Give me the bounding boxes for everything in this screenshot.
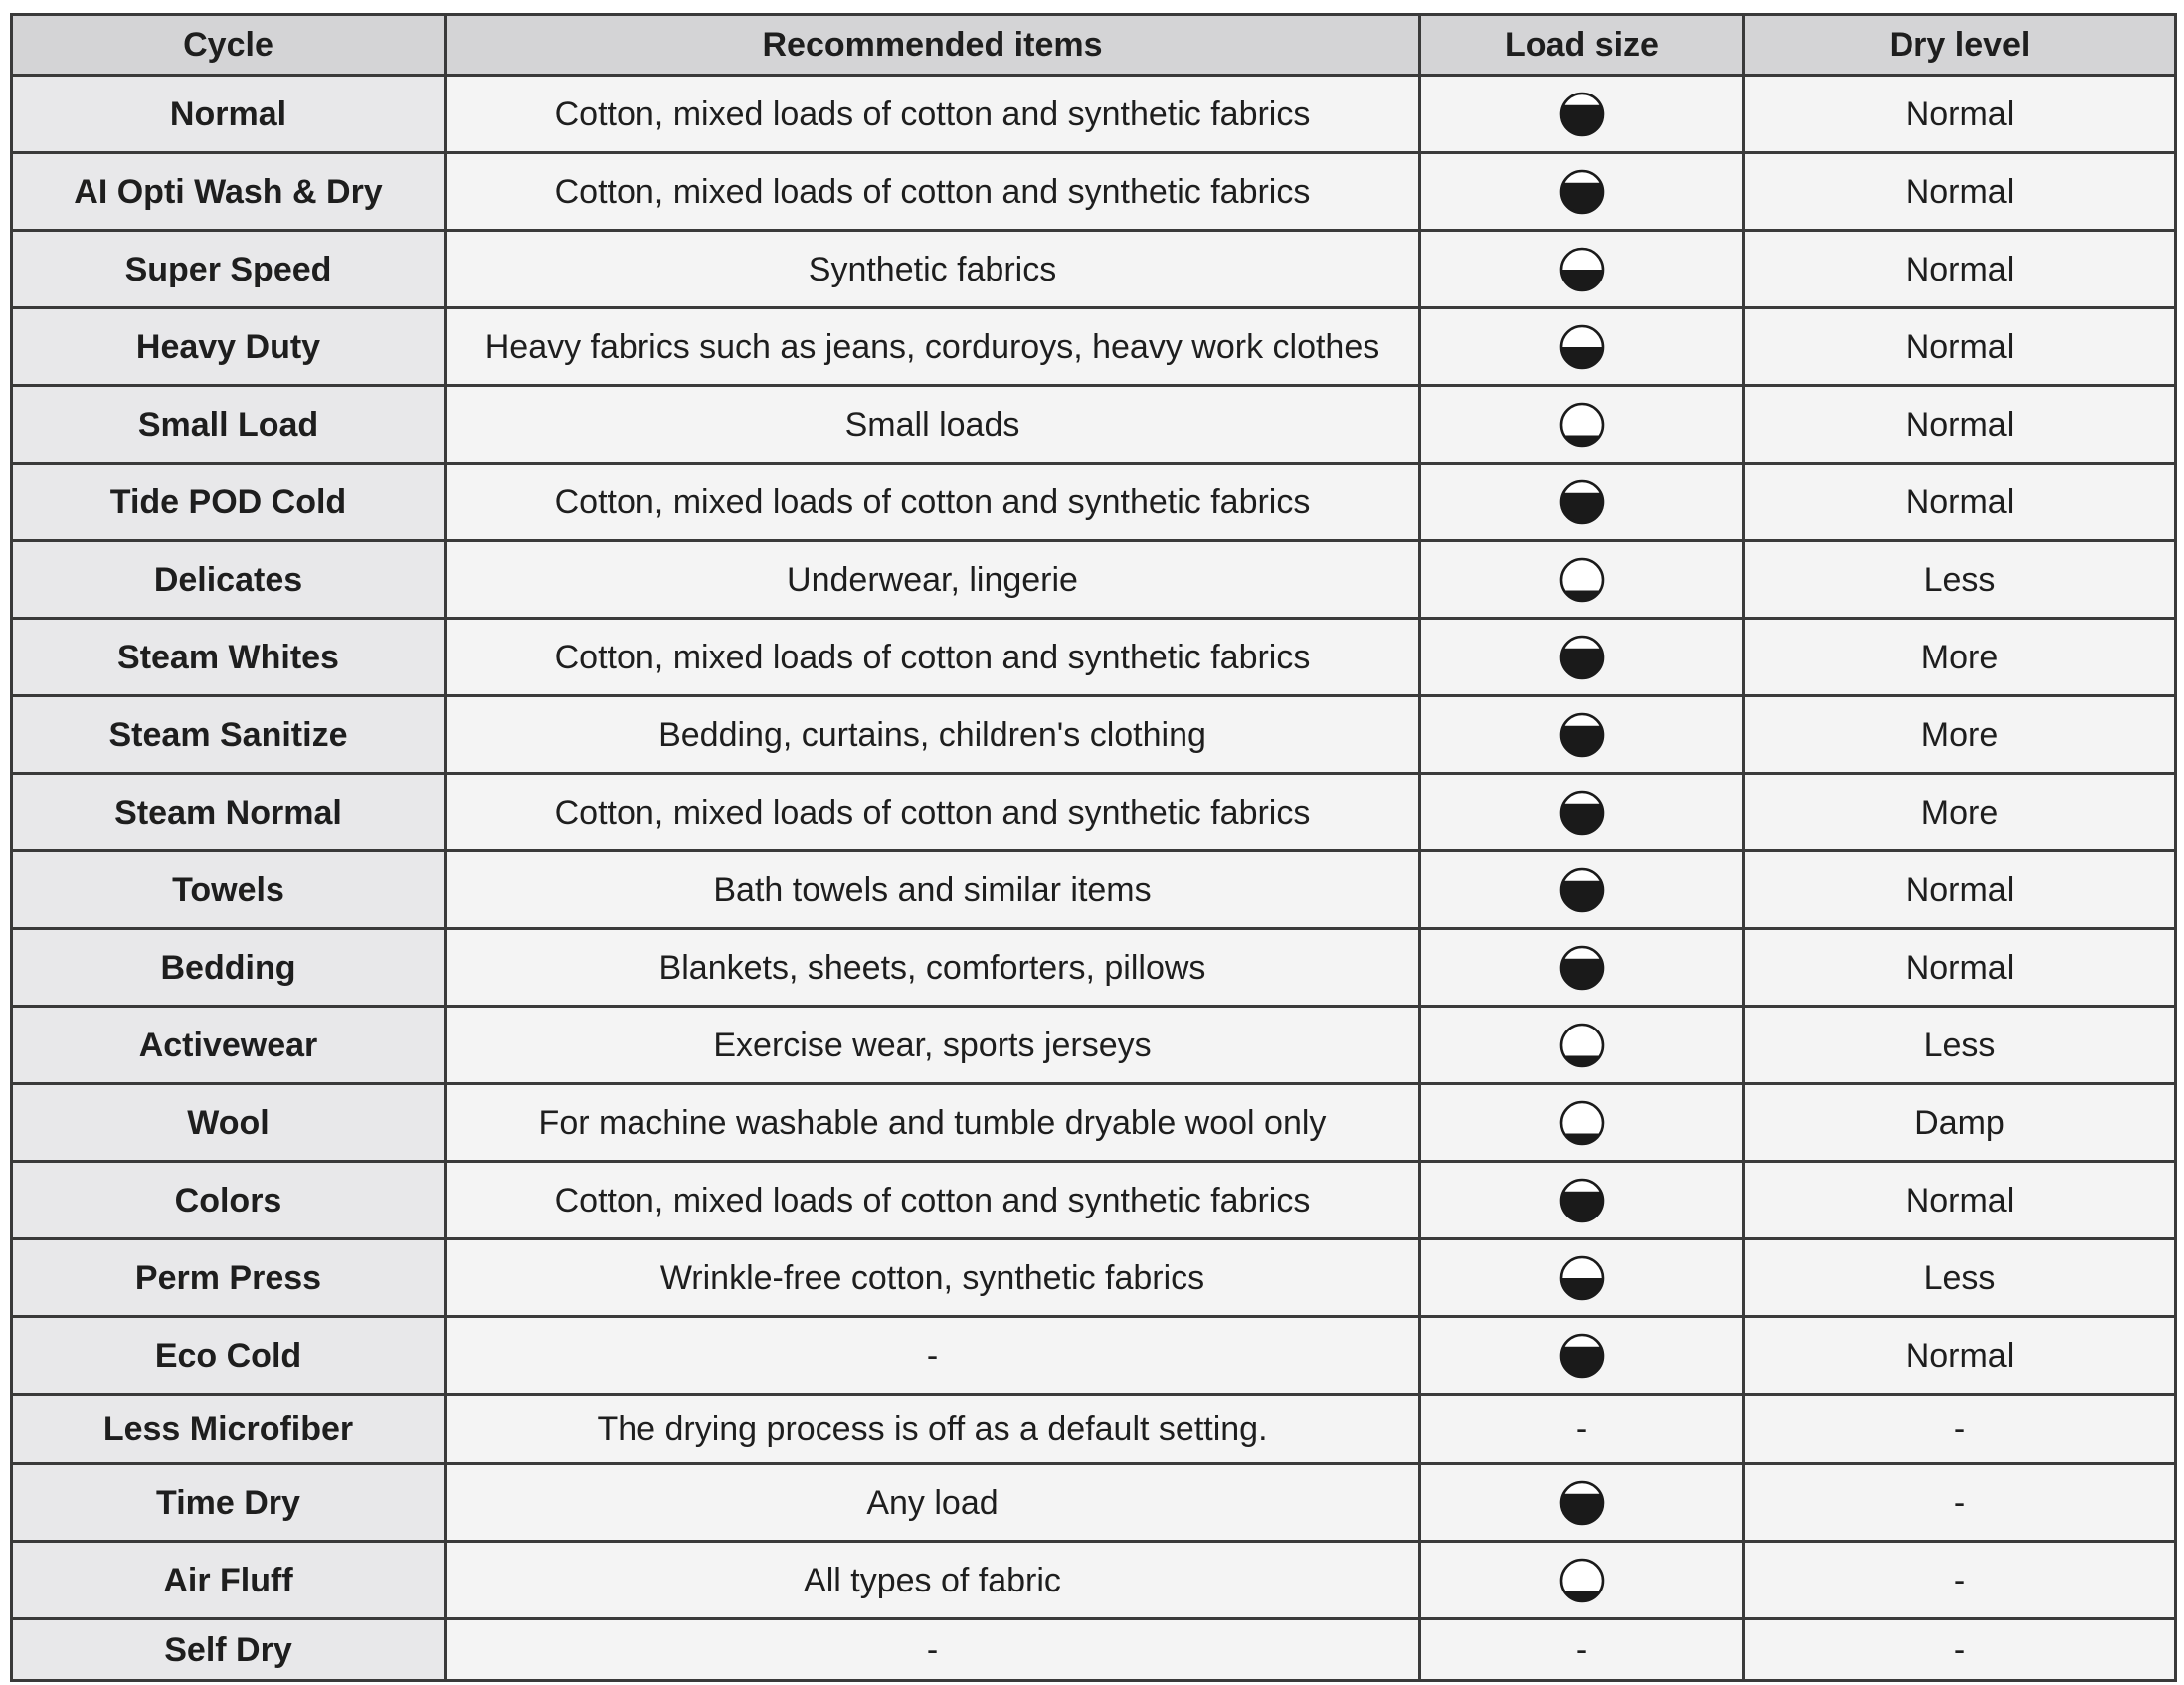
load-small-icon: [1559, 1100, 1605, 1146]
recommended-items: -: [446, 1619, 1420, 1681]
cycle-name: Towels: [12, 851, 446, 929]
cycle-name: Self Dry: [12, 1619, 446, 1681]
load-size: [1420, 851, 1744, 929]
dry-level: More: [1744, 774, 2176, 851]
load-size: [1420, 1317, 1744, 1395]
recommended-items: Small loads: [446, 386, 1420, 464]
recommended-items: Cotton, mixed loads of cotton and synthetic fabrics: [446, 619, 1420, 696]
recommended-items: -: [446, 1317, 1420, 1395]
dry-level: Normal: [1744, 464, 2176, 541]
dry-level: Normal: [1744, 386, 2176, 464]
dry-level: Normal: [1744, 851, 2176, 929]
recommended-items: Cotton, mixed loads of cotton and synthetic fabrics: [446, 76, 1420, 153]
cycle-name: Perm Press: [12, 1239, 446, 1317]
cycle-name: Super Speed: [12, 231, 446, 308]
cycle-name: Activewear: [12, 1007, 446, 1084]
load-large-icon: [1559, 92, 1605, 137]
table-row: [12, 696, 2176, 774]
header-load-size: Load size: [1420, 15, 1744, 76]
dry-level: More: [1744, 696, 2176, 774]
load-size: [1420, 1084, 1744, 1162]
load-large-icon: [1559, 635, 1605, 680]
cycle-name: Steam Whites: [12, 619, 446, 696]
recommended-items: Wrinkle-free cotton, synthetic fabrics: [446, 1239, 1420, 1317]
header-cycle: Cycle: [12, 15, 446, 76]
cycle-name: Small Load: [12, 386, 446, 464]
table-row: [12, 1619, 2176, 1681]
cycle-name: Heavy Duty: [12, 308, 446, 386]
dry-level: -: [1744, 1619, 2176, 1681]
table-row: [12, 386, 2176, 464]
dry-level: Normal: [1744, 153, 2176, 231]
table-row: [12, 76, 2176, 153]
load-size: [1420, 1239, 1744, 1317]
cycle-name: Time Dry: [12, 1464, 446, 1542]
recommended-items: Bedding, curtains, children's clothing: [446, 696, 1420, 774]
recommended-items: Underwear, lingerie: [446, 541, 1420, 619]
load-small-icon: [1559, 1023, 1605, 1068]
cycle-name: Steam Sanitize: [12, 696, 446, 774]
load-large-icon: [1559, 945, 1605, 991]
table-row: [12, 619, 2176, 696]
load-large-icon: [1559, 1333, 1605, 1379]
table-row: [12, 851, 2176, 929]
cycle-name: Wool: [12, 1084, 446, 1162]
recommended-items: Bath towels and similar items: [446, 851, 1420, 929]
recommended-items: Blankets, sheets, comforters, pillows: [446, 929, 1420, 1007]
table-row: [12, 1395, 2176, 1464]
load-large-icon: [1559, 1480, 1605, 1526]
dry-level: More: [1744, 619, 2176, 696]
table-row: [12, 1542, 2176, 1619]
load-size: -: [1420, 1619, 1744, 1681]
table-row: [12, 1317, 2176, 1395]
table-body: [12, 76, 2176, 1681]
cycle-name: Colors: [12, 1162, 446, 1239]
table-row: [12, 929, 2176, 1007]
recommended-items: Cotton, mixed loads of cotton and synthetic fabrics: [446, 774, 1420, 851]
dry-level: Normal: [1744, 1162, 2176, 1239]
table-row: [12, 153, 2176, 231]
cycle-name: AI Opti Wash & Dry: [12, 153, 446, 231]
table-row: [12, 308, 2176, 386]
load-size: [1420, 774, 1744, 851]
header-dry-level: Dry level: [1744, 15, 2176, 76]
load-size: [1420, 308, 1744, 386]
load-size: [1420, 619, 1744, 696]
load-size: [1420, 929, 1744, 1007]
dry-level: Normal: [1744, 1317, 2176, 1395]
load-size: [1420, 696, 1744, 774]
cycle-name: Air Fluff: [12, 1542, 446, 1619]
dry-level: Damp: [1744, 1084, 2176, 1162]
dry-level: Normal: [1744, 76, 2176, 153]
table-row: [12, 1007, 2176, 1084]
recommended-items: Synthetic fabrics: [446, 231, 1420, 308]
load-size: [1420, 76, 1744, 153]
load-small-icon: [1559, 1558, 1605, 1603]
dry-level: -: [1744, 1395, 2176, 1464]
dry-level: Normal: [1744, 308, 2176, 386]
dry-level: Normal: [1744, 929, 2176, 1007]
cycle-name: Normal: [12, 76, 446, 153]
load-size: [1420, 464, 1744, 541]
recommended-items: For machine washable and tumble dryable wool only: [446, 1084, 1420, 1162]
dry-level: -: [1744, 1542, 2176, 1619]
recommended-items: Heavy fabrics such as jeans, corduroys, heavy work clothes: [446, 308, 1420, 386]
cycle-name: Less Microfiber: [12, 1395, 446, 1464]
recommended-items: Cotton, mixed loads of cotton and synthetic fabrics: [446, 464, 1420, 541]
load-medium-icon: [1559, 1255, 1605, 1301]
header-row: [12, 15, 2176, 76]
recommended-items: Cotton, mixed loads of cotton and synthetic fabrics: [446, 153, 1420, 231]
cycle-name: Eco Cold: [12, 1317, 446, 1395]
table-row: [12, 1162, 2176, 1239]
load-size: [1420, 1464, 1744, 1542]
dry-level: Less: [1744, 1239, 2176, 1317]
cycle-table-container: [10, 13, 2177, 1682]
load-size: [1420, 231, 1744, 308]
table-row: [12, 1239, 2176, 1317]
load-size: [1420, 1007, 1744, 1084]
recommended-items: The drying process is off as a default setting.: [446, 1395, 1420, 1464]
load-large-icon: [1559, 867, 1605, 913]
load-large-icon: [1559, 169, 1605, 215]
load-size: -: [1420, 1395, 1744, 1464]
table-row: [12, 774, 2176, 851]
recommended-items: Any load: [446, 1464, 1420, 1542]
table-row: [12, 231, 2176, 308]
cycle-table: [10, 13, 2177, 1682]
table-header: [12, 15, 2176, 76]
load-size: [1420, 1162, 1744, 1239]
load-medium-icon: [1559, 324, 1605, 370]
load-large-icon: [1559, 790, 1605, 836]
load-large-icon: [1559, 712, 1605, 758]
load-large-icon: [1559, 1178, 1605, 1223]
load-size: [1420, 386, 1744, 464]
table-row: [12, 1464, 2176, 1542]
load-size: [1420, 541, 1744, 619]
recommended-items: All types of fabric: [446, 1542, 1420, 1619]
load-size: [1420, 1542, 1744, 1619]
cycle-name: Steam Normal: [12, 774, 446, 851]
recommended-items: Cotton, mixed loads of cotton and synthetic fabrics: [446, 1162, 1420, 1239]
cycle-name: Bedding: [12, 929, 446, 1007]
load-small-icon: [1559, 402, 1605, 448]
header-recommended-items: Recommended items: [446, 15, 1420, 76]
recommended-items: Exercise wear, sports jerseys: [446, 1007, 1420, 1084]
table-row: [12, 464, 2176, 541]
table-row: [12, 1084, 2176, 1162]
cycle-name: Delicates: [12, 541, 446, 619]
dry-level: Less: [1744, 1007, 2176, 1084]
table-row: [12, 541, 2176, 619]
dry-level: Less: [1744, 541, 2176, 619]
dry-level: Normal: [1744, 231, 2176, 308]
load-large-icon: [1559, 479, 1605, 525]
load-small-icon: [1559, 557, 1605, 603]
dry-level: -: [1744, 1464, 2176, 1542]
load-medium-icon: [1559, 247, 1605, 292]
cycle-name: Tide POD Cold: [12, 464, 446, 541]
load-size: [1420, 153, 1744, 231]
